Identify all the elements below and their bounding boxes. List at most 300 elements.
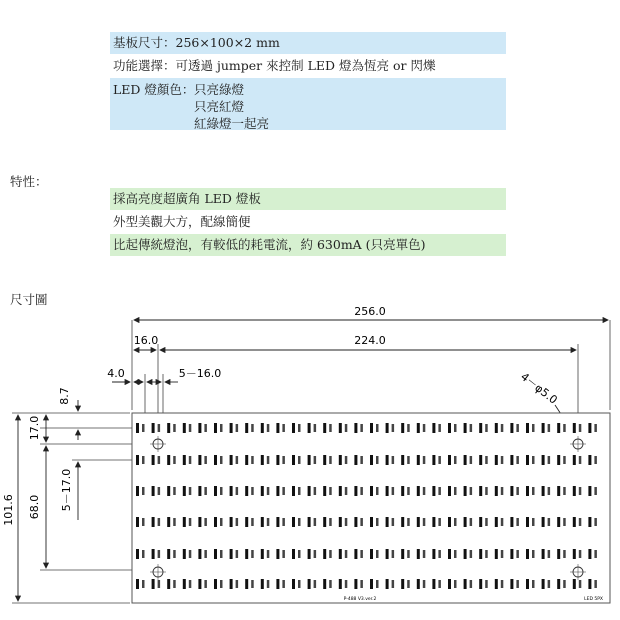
led-resistor bbox=[282, 580, 285, 588]
led-resistor bbox=[376, 487, 379, 495]
led-chip bbox=[417, 517, 420, 527]
led-chip bbox=[542, 549, 545, 559]
led-chip bbox=[261, 579, 264, 589]
led-chip bbox=[198, 455, 201, 465]
led-resistor bbox=[516, 550, 519, 558]
led-resistor bbox=[204, 550, 207, 558]
led-resistor bbox=[142, 424, 145, 432]
led-chip bbox=[479, 549, 482, 559]
led-resistor bbox=[454, 550, 457, 558]
led-chip bbox=[448, 486, 451, 496]
led-resistor bbox=[454, 487, 457, 495]
led-resistor bbox=[142, 456, 145, 464]
led-resistor bbox=[485, 550, 488, 558]
led-resistor bbox=[548, 518, 551, 526]
led-resistor bbox=[329, 424, 332, 432]
led-resistor bbox=[470, 456, 473, 464]
led-resistor bbox=[173, 518, 176, 526]
led-resistor bbox=[563, 424, 566, 432]
led-resistor bbox=[501, 580, 504, 588]
led-resistor bbox=[392, 550, 395, 558]
led-resistor bbox=[516, 424, 519, 432]
led-chip bbox=[214, 486, 217, 496]
led-resistor bbox=[236, 456, 239, 464]
led-resistor bbox=[516, 518, 519, 526]
led-resistor bbox=[329, 518, 332, 526]
led-chip bbox=[198, 579, 201, 589]
led-resistor bbox=[298, 518, 301, 526]
led-resistor bbox=[189, 424, 192, 432]
led-chip bbox=[464, 455, 467, 465]
led-chip bbox=[542, 423, 545, 433]
led-chip bbox=[152, 423, 155, 433]
led-chip bbox=[152, 579, 155, 589]
led-chip bbox=[323, 423, 326, 433]
led-resistor bbox=[594, 487, 597, 495]
led-resistor bbox=[158, 518, 161, 526]
led-chip bbox=[573, 423, 576, 433]
led-resistor bbox=[392, 424, 395, 432]
led-chip bbox=[308, 423, 311, 433]
led-resistor bbox=[594, 550, 597, 558]
led-chip bbox=[152, 455, 155, 465]
led-resistor bbox=[189, 580, 192, 588]
led-chip bbox=[542, 579, 545, 589]
led-chip bbox=[448, 549, 451, 559]
dim-pitch-5x16: 5－16.0 bbox=[178, 367, 222, 380]
led-chip bbox=[183, 486, 186, 496]
led-chip bbox=[448, 455, 451, 465]
dim-top-margin: 8.7 bbox=[58, 387, 71, 405]
led-color-option-both: 紅綠燈一起亮 bbox=[194, 116, 270, 131]
led-chip bbox=[339, 517, 342, 527]
led-color-label: LED 燈顏色： bbox=[113, 82, 195, 97]
led-resistor bbox=[220, 487, 223, 495]
led-resistor bbox=[158, 456, 161, 464]
led-resistor bbox=[142, 550, 145, 558]
led-resistor bbox=[454, 580, 457, 588]
led-resistor bbox=[579, 487, 582, 495]
led-resistor bbox=[501, 487, 504, 495]
led-chip bbox=[230, 517, 233, 527]
led-chip bbox=[386, 486, 389, 496]
led-chip bbox=[261, 549, 264, 559]
led-resistor bbox=[329, 487, 332, 495]
led-resistor bbox=[501, 518, 504, 526]
led-resistor bbox=[532, 518, 535, 526]
led-chip bbox=[510, 486, 513, 496]
led-resistor bbox=[470, 550, 473, 558]
led-resistor bbox=[470, 424, 473, 432]
led-chip bbox=[354, 517, 357, 527]
led-chip bbox=[167, 579, 170, 589]
led-chip bbox=[323, 455, 326, 465]
led-resistor bbox=[579, 424, 582, 432]
led-resistor bbox=[267, 550, 270, 558]
led-resistor bbox=[314, 456, 317, 464]
board-corner-label: LED 5PX bbox=[584, 597, 603, 602]
led-chip bbox=[136, 486, 139, 496]
led-chip bbox=[573, 455, 576, 465]
led-chip bbox=[401, 579, 404, 589]
led-chip bbox=[401, 455, 404, 465]
led-chip bbox=[432, 423, 435, 433]
led-chip bbox=[432, 579, 435, 589]
led-chip bbox=[276, 579, 279, 589]
led-resistor bbox=[501, 456, 504, 464]
led-chip bbox=[276, 486, 279, 496]
dimension-drawing bbox=[0, 300, 620, 620]
led-chip bbox=[573, 579, 576, 589]
led-resistor bbox=[407, 487, 410, 495]
led-chip bbox=[292, 423, 295, 433]
led-resistor bbox=[314, 518, 317, 526]
led-resistor bbox=[423, 518, 426, 526]
led-resistor bbox=[360, 580, 363, 588]
led-chip bbox=[276, 549, 279, 559]
led-chip bbox=[183, 549, 186, 559]
led-resistor bbox=[267, 518, 270, 526]
led-chip bbox=[417, 549, 420, 559]
led-chip bbox=[183, 423, 186, 433]
led-resistor bbox=[267, 487, 270, 495]
led-chip bbox=[167, 549, 170, 559]
led-resistor bbox=[251, 487, 254, 495]
led-chip bbox=[432, 549, 435, 559]
led-chip bbox=[152, 486, 155, 496]
led-chip bbox=[198, 549, 201, 559]
led-resistor bbox=[204, 456, 207, 464]
led-chip bbox=[526, 486, 529, 496]
led-chip bbox=[183, 579, 186, 589]
led-chip bbox=[214, 517, 217, 527]
led-resistor bbox=[360, 456, 363, 464]
led-resistor bbox=[189, 456, 192, 464]
led-chip bbox=[464, 423, 467, 433]
led-resistor bbox=[532, 580, 535, 588]
led-chip bbox=[354, 549, 357, 559]
led-resistor bbox=[204, 518, 207, 526]
led-chip bbox=[401, 486, 404, 496]
led-chip bbox=[588, 579, 591, 589]
led-resistor bbox=[594, 424, 597, 432]
led-chip bbox=[448, 579, 451, 589]
led-chip bbox=[198, 517, 201, 527]
led-chip bbox=[479, 486, 482, 496]
led-chip bbox=[542, 455, 545, 465]
led-resistor bbox=[454, 518, 457, 526]
led-chip bbox=[386, 549, 389, 559]
led-chip bbox=[557, 455, 560, 465]
led-chip bbox=[339, 455, 342, 465]
spec-led-color bbox=[110, 78, 506, 130]
led-resistor bbox=[579, 456, 582, 464]
led-resistor bbox=[236, 424, 239, 432]
led-resistor bbox=[158, 424, 161, 432]
led-resistor bbox=[298, 424, 301, 432]
led-resistor bbox=[142, 487, 145, 495]
led-resistor bbox=[532, 487, 535, 495]
led-resistor bbox=[438, 487, 441, 495]
led-chip bbox=[308, 486, 311, 496]
led-chip bbox=[417, 579, 420, 589]
led-resistor bbox=[548, 424, 551, 432]
dim-edge-4: 4.0 bbox=[107, 367, 125, 380]
led-resistor bbox=[345, 550, 348, 558]
led-resistor bbox=[407, 518, 410, 526]
led-chip bbox=[245, 423, 248, 433]
led-resistor bbox=[189, 487, 192, 495]
led-resistor bbox=[423, 456, 426, 464]
led-resistor bbox=[594, 518, 597, 526]
led-resistor bbox=[470, 518, 473, 526]
led-chip bbox=[308, 579, 311, 589]
spec-function-select: 功能選擇：可透過 jumper 來控制 LED 燈為恆亮 or 閃爍 bbox=[110, 55, 506, 77]
led-chip bbox=[276, 423, 279, 433]
led-chip bbox=[230, 486, 233, 496]
led-chip bbox=[417, 486, 420, 496]
led-resistor bbox=[220, 518, 223, 526]
led-chip bbox=[308, 549, 311, 559]
led-resistor bbox=[376, 518, 379, 526]
dim-height-68: 68.0 bbox=[28, 494, 41, 520]
led-resistor bbox=[204, 580, 207, 588]
dim-hole-diameter: 4－φ5.0 bbox=[518, 370, 560, 407]
led-resistor bbox=[485, 424, 488, 432]
led-resistor bbox=[485, 487, 488, 495]
led-resistor bbox=[345, 487, 348, 495]
led-resistor bbox=[594, 456, 597, 464]
led-resistor bbox=[220, 580, 223, 588]
led-chip bbox=[214, 579, 217, 589]
led-chip bbox=[495, 517, 498, 527]
led-chip bbox=[261, 517, 264, 527]
led-resistor bbox=[251, 550, 254, 558]
led-chip bbox=[510, 455, 513, 465]
led-chip bbox=[432, 455, 435, 465]
led-chip bbox=[370, 455, 373, 465]
led-chip bbox=[292, 517, 295, 527]
led-chip bbox=[323, 517, 326, 527]
led-resistor bbox=[142, 580, 145, 588]
led-chip bbox=[495, 455, 498, 465]
led-chip bbox=[495, 423, 498, 433]
led-resistor bbox=[563, 487, 566, 495]
led-chip bbox=[557, 486, 560, 496]
led-resistor bbox=[532, 550, 535, 558]
led-resistor bbox=[516, 456, 519, 464]
led-chip bbox=[167, 486, 170, 496]
feature-item-1: 採高亮度超廣角 LED 燈板 bbox=[110, 188, 506, 210]
led-chip bbox=[573, 517, 576, 527]
led-resistor bbox=[236, 518, 239, 526]
led-resistor bbox=[501, 550, 504, 558]
led-chip bbox=[495, 486, 498, 496]
features-heading: 特性： bbox=[10, 174, 48, 189]
led-resistor bbox=[251, 456, 254, 464]
led-chip bbox=[401, 549, 404, 559]
dim-pitch-5x17: 5－17.0 bbox=[60, 468, 73, 512]
led-chip bbox=[354, 455, 357, 465]
led-resistor bbox=[282, 518, 285, 526]
led-chip bbox=[526, 549, 529, 559]
dimension-heading: 尺寸圖 bbox=[10, 292, 48, 307]
led-resistor bbox=[329, 580, 332, 588]
led-resistor bbox=[314, 424, 317, 432]
led-chip bbox=[510, 423, 513, 433]
led-chip bbox=[526, 455, 529, 465]
led-resistor bbox=[407, 424, 410, 432]
led-chip bbox=[152, 517, 155, 527]
led-resistor bbox=[563, 456, 566, 464]
led-resistor bbox=[314, 487, 317, 495]
led-resistor bbox=[454, 424, 457, 432]
led-resistor bbox=[158, 487, 161, 495]
led-chip bbox=[370, 579, 373, 589]
led-chip bbox=[464, 517, 467, 527]
led-resistor bbox=[282, 456, 285, 464]
led-resistor bbox=[563, 550, 566, 558]
led-chip bbox=[432, 486, 435, 496]
led-chip bbox=[136, 579, 139, 589]
led-resistor bbox=[345, 580, 348, 588]
led-chip bbox=[323, 486, 326, 496]
led-chip bbox=[167, 455, 170, 465]
led-chip bbox=[214, 549, 217, 559]
led-chip bbox=[198, 423, 201, 433]
led-resistor bbox=[438, 550, 441, 558]
led-chip bbox=[245, 455, 248, 465]
led-chip bbox=[183, 517, 186, 527]
led-resistor bbox=[392, 518, 395, 526]
dim-overall-width: 256.0 bbox=[354, 305, 386, 318]
dim-hole-span: 224.0 bbox=[354, 334, 386, 347]
led-chip bbox=[339, 423, 342, 433]
led-chip bbox=[417, 455, 420, 465]
led-chip bbox=[464, 486, 467, 496]
led-chip bbox=[261, 455, 264, 465]
led-chip bbox=[370, 549, 373, 559]
led-resistor bbox=[220, 456, 223, 464]
led-chip bbox=[510, 549, 513, 559]
led-chip bbox=[386, 579, 389, 589]
led-chip bbox=[479, 455, 482, 465]
led-chip bbox=[308, 455, 311, 465]
led-resistor bbox=[345, 424, 348, 432]
led-resistor bbox=[407, 580, 410, 588]
led-chip bbox=[245, 579, 248, 589]
led-resistor bbox=[516, 487, 519, 495]
dim-offset-16: 16.0 bbox=[133, 334, 159, 347]
led-chip bbox=[386, 455, 389, 465]
led-chip bbox=[557, 579, 560, 589]
led-resistor bbox=[579, 580, 582, 588]
led-chip bbox=[526, 579, 529, 589]
led-resistor bbox=[236, 580, 239, 588]
led-chip bbox=[510, 517, 513, 527]
led-resistor bbox=[392, 487, 395, 495]
led-chip bbox=[323, 549, 326, 559]
led-chip bbox=[417, 423, 420, 433]
led-chip bbox=[354, 486, 357, 496]
led-chip bbox=[167, 517, 170, 527]
led-resistor bbox=[329, 550, 332, 558]
led-color-option-green: 只亮綠燈 bbox=[194, 82, 245, 97]
led-resistor bbox=[376, 580, 379, 588]
led-resistor bbox=[142, 518, 145, 526]
led-chip bbox=[588, 486, 591, 496]
led-resistor bbox=[548, 580, 551, 588]
led-resistor bbox=[501, 424, 504, 432]
led-chip bbox=[448, 517, 451, 527]
led-resistor bbox=[251, 518, 254, 526]
led-resistor bbox=[282, 550, 285, 558]
led-chip bbox=[542, 517, 545, 527]
led-resistor bbox=[173, 424, 176, 432]
led-chip bbox=[557, 549, 560, 559]
led-resistor bbox=[360, 550, 363, 558]
led-resistor bbox=[407, 550, 410, 558]
led-resistor bbox=[314, 580, 317, 588]
led-resistor bbox=[360, 487, 363, 495]
led-chip bbox=[214, 455, 217, 465]
led-chip bbox=[542, 486, 545, 496]
led-chip bbox=[495, 549, 498, 559]
led-chip bbox=[167, 423, 170, 433]
led-resistor bbox=[485, 518, 488, 526]
led-resistor bbox=[267, 580, 270, 588]
led-chip bbox=[479, 517, 482, 527]
led-chip bbox=[198, 486, 201, 496]
dim-row-17: 17.0 bbox=[28, 415, 41, 441]
led-resistor bbox=[173, 487, 176, 495]
led-chip bbox=[557, 517, 560, 527]
led-resistor bbox=[158, 550, 161, 558]
led-resistor bbox=[267, 424, 270, 432]
led-resistor bbox=[438, 424, 441, 432]
led-resistor bbox=[158, 580, 161, 588]
led-resistor bbox=[548, 456, 551, 464]
led-resistor bbox=[189, 518, 192, 526]
led-chip bbox=[432, 517, 435, 527]
led-resistor bbox=[407, 456, 410, 464]
led-resistor bbox=[345, 518, 348, 526]
led-chip bbox=[292, 579, 295, 589]
led-resistor bbox=[548, 487, 551, 495]
feature-item-3: 比起傳統燈泡，有較低的耗電流，約 630mA (只亮單色) bbox=[110, 234, 506, 256]
led-resistor bbox=[470, 580, 473, 588]
led-chip bbox=[588, 455, 591, 465]
led-resistor bbox=[173, 550, 176, 558]
led-resistor bbox=[423, 424, 426, 432]
led-chip bbox=[339, 486, 342, 496]
led-resistor bbox=[282, 424, 285, 432]
led-resistor bbox=[189, 550, 192, 558]
led-chip bbox=[386, 517, 389, 527]
led-resistor bbox=[563, 580, 566, 588]
led-chip bbox=[136, 549, 139, 559]
led-chip bbox=[292, 455, 295, 465]
led-resistor bbox=[423, 580, 426, 588]
led-chip bbox=[370, 486, 373, 496]
led-resistor bbox=[360, 518, 363, 526]
led-resistor bbox=[220, 550, 223, 558]
led-resistor bbox=[345, 456, 348, 464]
led-chip bbox=[245, 486, 248, 496]
led-chip bbox=[510, 579, 513, 589]
led-chip bbox=[448, 423, 451, 433]
led-resistor bbox=[485, 580, 488, 588]
